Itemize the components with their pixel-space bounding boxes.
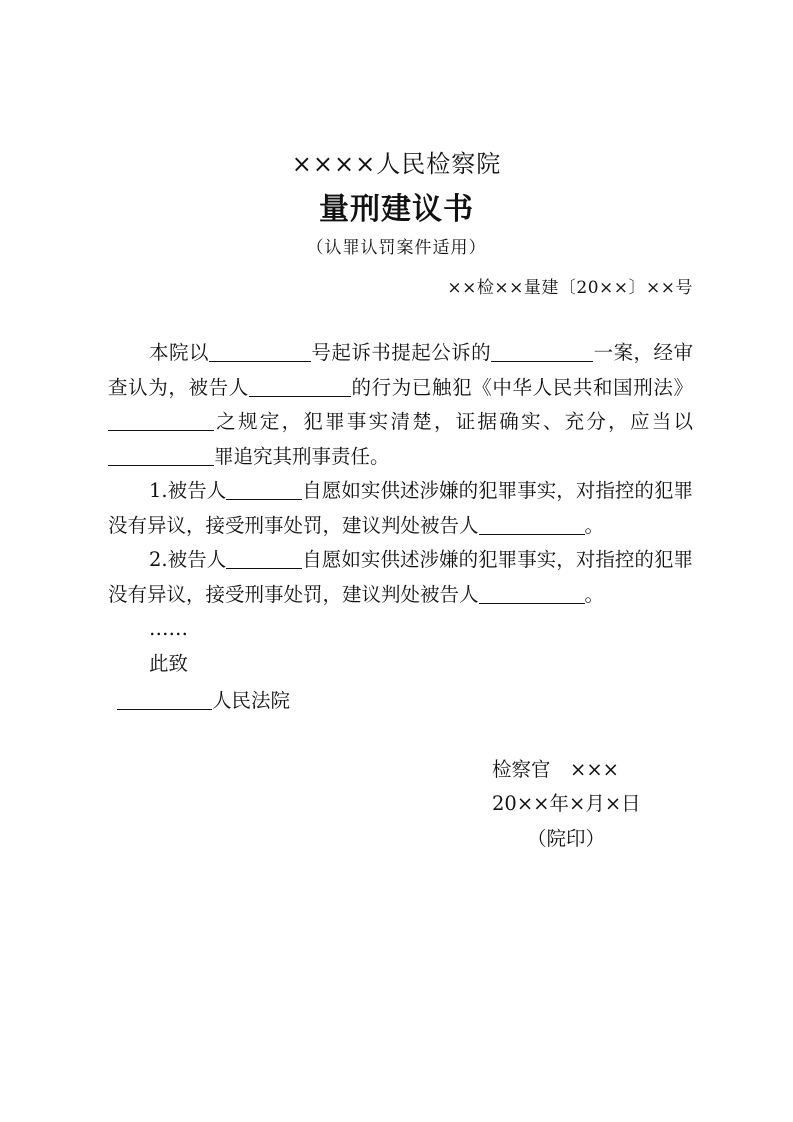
text-segment: 。: [584, 582, 605, 606]
sentence-2-blank: [479, 583, 585, 604]
text-segment: 之规定，犯罪事实清楚，证据确实、充分，应当以: [214, 410, 693, 433]
closing-salutation: 此致: [149, 651, 189, 675]
sentence-1-blank: [479, 514, 585, 535]
text-segment: 自愿如实供述涉嫌的犯罪事实，对指控的犯罪没有异议，接受刑事处罚，建议判处被告人: [108, 479, 693, 537]
signature-date: 20××年×月×日: [492, 792, 641, 815]
sentencing-item-2: [108, 543, 693, 612]
text-segment: 的行为已触犯《中华人民共和国刑法》: [350, 375, 693, 399]
court-seal: （院印）: [527, 827, 606, 850]
paragraph-main: [108, 336, 693, 474]
document-title: 量刑建议书: [319, 192, 474, 227]
court-name-blank: [117, 690, 212, 711]
procuratorate-name: ××××人民检察院: [291, 150, 502, 178]
indictment-number-blank: [209, 342, 311, 363]
defendant-1-blank: [226, 480, 302, 501]
text-segment: 。: [584, 513, 605, 537]
sentencing-item-1: [108, 474, 693, 543]
text-segment: 2.被告人: [149, 548, 227, 571]
document-body: [108, 336, 693, 681]
text-segment: 1.被告人: [149, 479, 227, 502]
defendant-name-blank: [249, 376, 351, 397]
document-number: ××检××量建〔20××〕××号: [447, 278, 693, 298]
prosecutor-signature: 检察官 ×××: [492, 758, 620, 781]
ellipsis: ……: [149, 617, 188, 640]
text-segment: 罪追究其刑事责任。: [214, 444, 390, 468]
text-segment: 本院以: [149, 341, 209, 364]
law-article-blank: [108, 411, 214, 432]
defendant-2-blank: [226, 549, 302, 570]
text-segment: 号起诉书提起公诉的: [310, 341, 492, 364]
document-subtitle: （认罪认罚案件适用）: [306, 238, 487, 258]
defendant-case-blank: [491, 342, 593, 363]
court-suffix: 人民法院: [212, 689, 291, 712]
crime-name-blank: [108, 445, 214, 466]
text-segment: 一案，经审查认为，被告人: [108, 341, 693, 399]
text-segment: 自愿如实供述涉嫌的犯罪事实，对指控的犯罪没有异议，接受刑事处罚，建议判处被告人: [108, 548, 693, 606]
court-addressee: [117, 684, 290, 718]
